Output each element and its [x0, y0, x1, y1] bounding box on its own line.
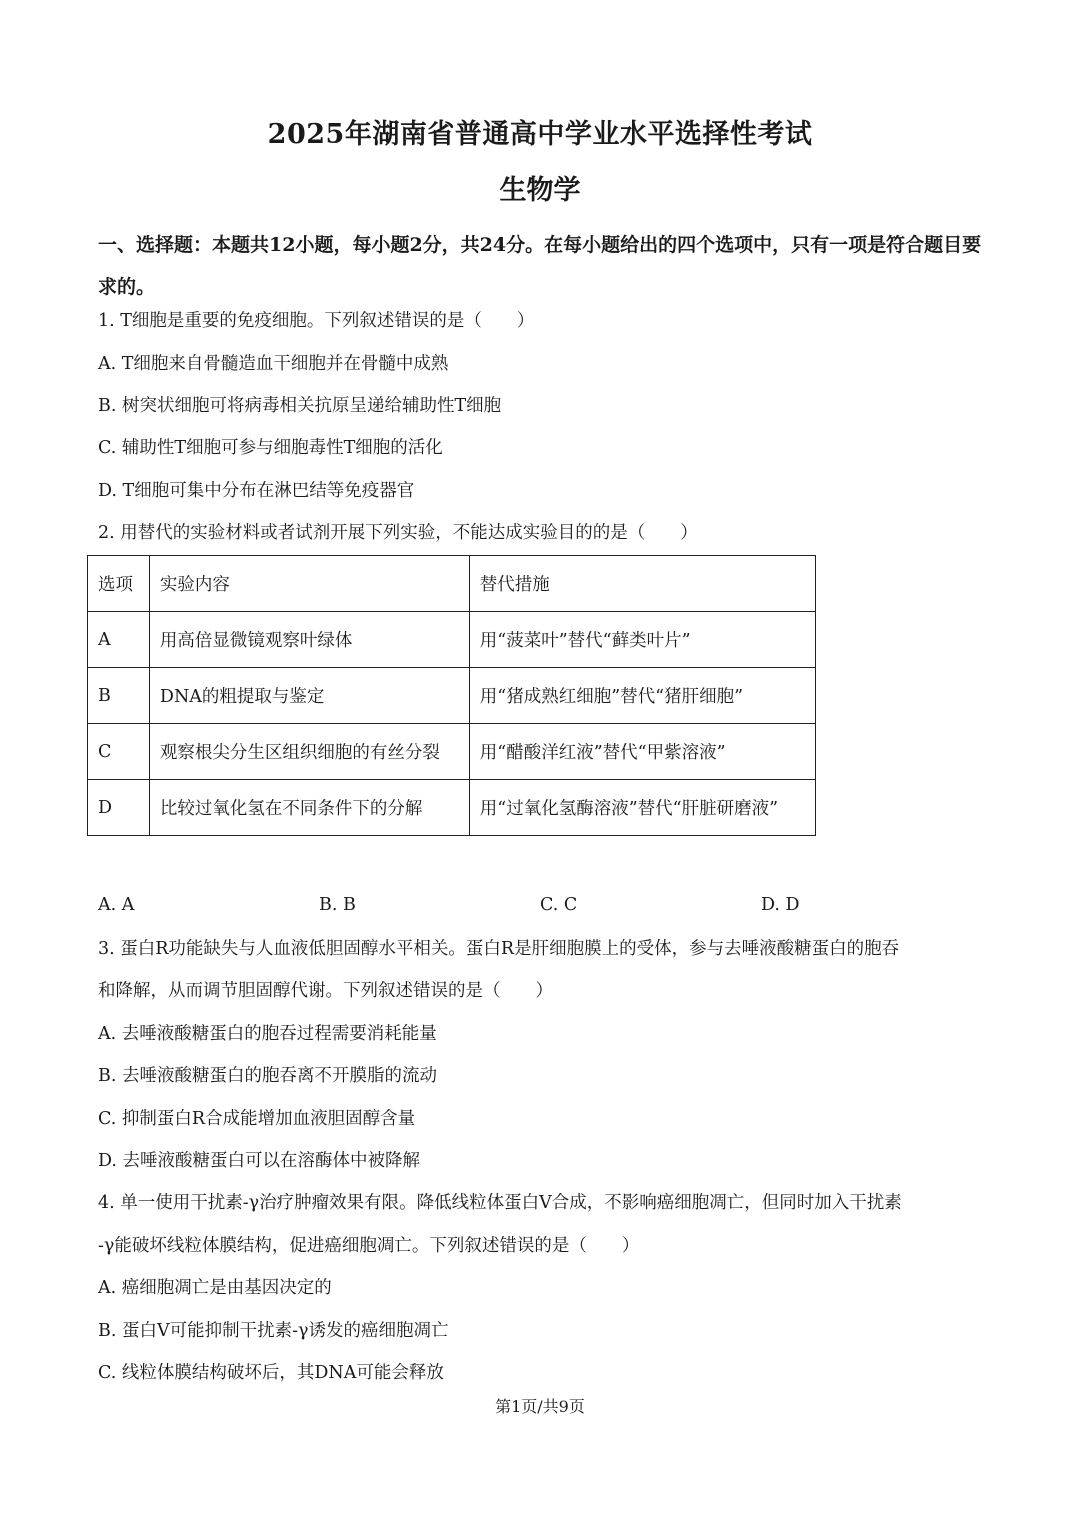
question-3-option-b: B. 去唾液酸糖蛋白的胞吞离不开膜脂的流动: [98, 1066, 437, 1086]
question-1-option-b: B. 树突状细胞可将病毒相关抗原呈递给辅助性T细胞: [98, 396, 502, 416]
table-header-cell: 选项: [88, 556, 150, 612]
table-cell: DNA的粗提取与鉴定: [149, 668, 469, 724]
table-row: [88, 780, 816, 836]
exam-title: 2025年湖南省普通高中学业水平选择性考试: [267, 119, 813, 150]
table-row: [88, 724, 816, 780]
question-2-option-a: A. A: [98, 895, 135, 915]
question-2-stem: 2. 用替代的实验材料或者试剂开展下列实验，不能达成实验目的的是（ ）: [98, 523, 698, 543]
question-4-stem-line-1: 4. 单一使用干扰素-γ治疗肿瘤效果有限。降低线粒体蛋白V合成，不影响癌细胞凋亡，但同时加入干扰素: [98, 1193, 902, 1213]
question-1-option-a: A. T细胞来自骨髓造血干细胞并在骨髓中成熟: [98, 354, 449, 374]
table-row: [88, 668, 816, 724]
table-row: [88, 612, 816, 668]
table-cell: C: [88, 724, 150, 780]
table-header-cell: 替代措施: [469, 556, 815, 612]
question-3-stem-line-1: 3. 蛋白R功能缺失与人血液低胆固醇水平相关。蛋白R是肝细胞膜上的受体，参与去唾液酸糖蛋白的胞吞: [98, 939, 900, 959]
experiment-table: [87, 555, 816, 836]
question-4-option-b: B. 蛋白V可能抑制干扰素-γ诱发的癌细胞凋亡: [98, 1321, 449, 1341]
question-3-stem-line-2: 和降解，从而调节胆固醇代谢。下列叙述错误的是（ ）: [98, 981, 553, 1001]
question-4-option-c: C. 线粒体膜结构破坏后，其DNA可能会释放: [98, 1363, 444, 1383]
question-3-option-a: A. 去唾液酸糖蛋白的胞吞过程需要消耗能量: [98, 1024, 437, 1044]
table-cell: 用“猪成熟红细胞”替代“猪肝细胞”: [469, 668, 815, 724]
question-1-stem: 1. T细胞是重要的免疫细胞。下列叙述错误的是（ ）: [98, 311, 535, 331]
table-cell: 用“醋酸洋红液”替代“甲紫溶液”: [469, 724, 815, 780]
subject-title: 生物学: [499, 175, 581, 206]
question-1-option-d: D. T细胞可集中分布在淋巴结等免疫器官: [98, 481, 415, 501]
question-3-option-c: C. 抑制蛋白R合成能增加血液胆固醇含量: [98, 1109, 416, 1129]
table-cell: D: [88, 780, 150, 836]
table-cell: 观察根尖分生区组织细胞的有丝分裂: [149, 724, 469, 780]
question-2-option-b: B. B: [319, 895, 356, 915]
table-cell: A: [88, 612, 150, 668]
question-2-option-c: C. C: [540, 895, 578, 915]
table-header-cell: 实验内容: [149, 556, 469, 612]
question-4-stem-line-2: -γ能破坏线粒体膜结构，促进癌细胞凋亡。下列叙述错误的是（ ）: [98, 1236, 640, 1256]
table-cell: B: [88, 668, 150, 724]
table-cell: 用“过氧化氢酶溶液”替代“肝脏研磨液”: [469, 780, 815, 836]
table-header-row: [88, 556, 816, 612]
question-3-option-d: D. 去唾液酸糖蛋白可以在溶酶体中被降解: [98, 1151, 421, 1171]
table-cell: 用高倍显微镜观察叶绿体: [149, 612, 469, 668]
question-1-option-c: C. 辅助性T细胞可参与细胞毒性T细胞的活化: [98, 438, 443, 458]
table-cell: 用“菠菜叶”替代“藓类叶片”: [469, 612, 815, 668]
page-number: 第1页/共9页: [495, 1397, 585, 1416]
question-2-option-d: D. D: [761, 895, 800, 915]
section-heading: 一、选择题：本题共12小题，每小题2分，共24分。在每小题给出的四个选项中，只有一项是符合题目要求的。: [98, 234, 982, 298]
table-cell: 比较过氧化氢在不同条件下的分解: [149, 780, 469, 836]
question-4-option-a: A. 癌细胞凋亡是由基因决定的: [98, 1278, 332, 1298]
